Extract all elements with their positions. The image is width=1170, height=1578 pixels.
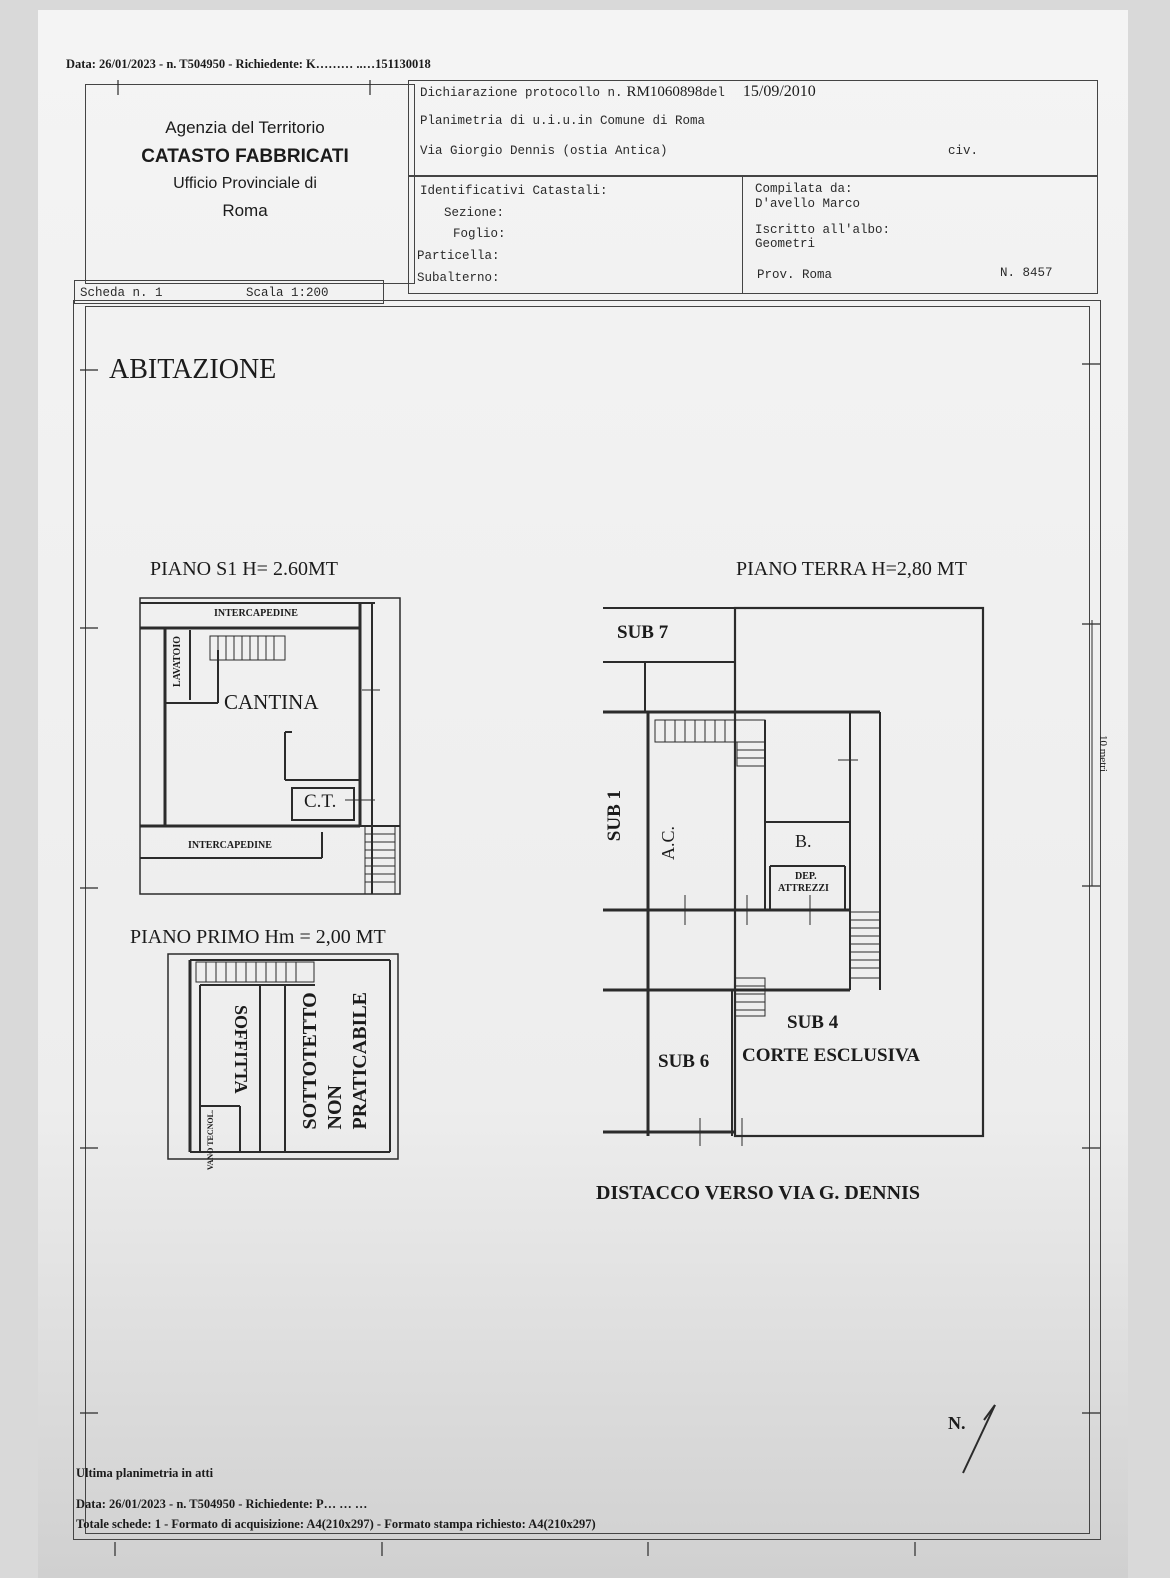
sottotetto-line-1: SOTTOTETTO — [299, 992, 321, 1130]
piano-terra-title: PIANO TERRA H=2,80 MT — [736, 558, 967, 580]
drawing-title: ABITAZIONE — [109, 354, 277, 385]
piano-primo-stairs — [196, 962, 314, 982]
civic-number: civ. — [948, 144, 979, 158]
frame-ticks — [80, 80, 1100, 1556]
ac-label: A.C. — [658, 826, 678, 861]
piano-s1-stairs — [210, 636, 395, 894]
soffitta-label: SOFFITTA — [231, 1005, 251, 1094]
piano-primo-title: PIANO PRIMO Hm = 2,00 MT — [130, 926, 386, 948]
sottotetto-label — [298, 992, 373, 1129]
scale-label: Scala 1:200 — [246, 286, 329, 300]
province: Prov. Roma — [757, 268, 833, 282]
intercapedine-top: INTERCAPEDINE — [214, 608, 298, 619]
sub1-label: SUB 1 — [604, 790, 625, 842]
particella-label: Particella: — [417, 249, 500, 263]
subalterno-label: Subalterno: — [417, 271, 500, 285]
albo-value: Geometri — [755, 237, 816, 251]
sottotetto-line-2: NON — [324, 1084, 346, 1130]
compiled-by-name: D'avello Marco — [755, 197, 861, 211]
ultima-planimetria: Ultima planimetria in atti — [76, 1466, 214, 1480]
agency-catasto: CATASTO FABBRICATI — [141, 146, 349, 167]
address-line: Via Giorgio Dennis (ostia Antica) — [420, 144, 668, 158]
north-label: N. — [948, 1413, 966, 1433]
corte-label: CORTE ESCLUSIVA — [742, 1045, 920, 1066]
protocol-date: 15/09/2010 — [742, 83, 816, 100]
cantina-label: CANTINA — [224, 690, 319, 714]
sub7-label: SUB 7 — [617, 622, 669, 643]
agency-name: Agenzia del Territorio — [165, 118, 325, 137]
dep-label: DEP. — [795, 871, 817, 882]
b-label: B. — [795, 831, 812, 851]
piano-s1-title: PIANO S1 H= 2.60MT — [150, 558, 338, 580]
vano-tecnol-label: VANO TECNOL. — [206, 1110, 215, 1171]
request-header: Data: 26/01/2023 - n. T504950 - Richiedente: K……… ..…151130018 — [66, 57, 431, 71]
albo-label: Iscritto all'albo: — [755, 223, 891, 237]
agency-city: Roma — [222, 201, 268, 220]
protocol-number: RM1060898 — [626, 84, 703, 100]
registration-number: N. 8457 — [1000, 266, 1053, 280]
attrezzi-label: ATTREZZI — [778, 883, 829, 894]
compiled-by-label: Compilata da: — [755, 182, 853, 196]
sezione-label: Sezione: — [444, 206, 505, 220]
protocol-del: del — [702, 86, 725, 100]
intercapedine-bottom: INTERCAPEDINE — [188, 840, 272, 851]
lavatoio-label: LAVATOIO — [172, 636, 183, 687]
foglio-label: Foglio: — [453, 227, 506, 241]
sottotetto-line-3: PRATICABILE — [349, 992, 371, 1130]
piano-terra-ticks — [685, 760, 858, 1146]
ruler-label: 10 metri — [1097, 735, 1109, 772]
piano-terra-stairs — [655, 720, 880, 1016]
agency-office: Ufficio Provinciale di — [173, 175, 317, 192]
footer-totals: Totale schede: 1 - Formato di acquisizione: A4(210x297) - Formato stampa richiesto: A4(210x297) — [76, 1517, 596, 1531]
protocol-prefix: Dichiarazione protocollo n. — [420, 86, 623, 100]
ct-label: C.T. — [304, 791, 337, 812]
planimetria-line: Planimetria di u.i.u.in Comune di Roma — [420, 114, 706, 128]
sub6-label: SUB 6 — [658, 1051, 710, 1072]
identifiers-title: Identificativi Catastali: — [420, 184, 608, 198]
scheda-label: Scheda n. 1 — [80, 286, 163, 300]
sub4-label: SUB 4 — [787, 1012, 839, 1033]
footer-request: Data: 26/01/2023 - n. T504950 - Richiedente: P… … … — [76, 1497, 368, 1511]
north-arrow-icon — [963, 1405, 995, 1473]
distacco-label: DISTACCO VERSO VIA G. DENNIS — [596, 1182, 920, 1204]
